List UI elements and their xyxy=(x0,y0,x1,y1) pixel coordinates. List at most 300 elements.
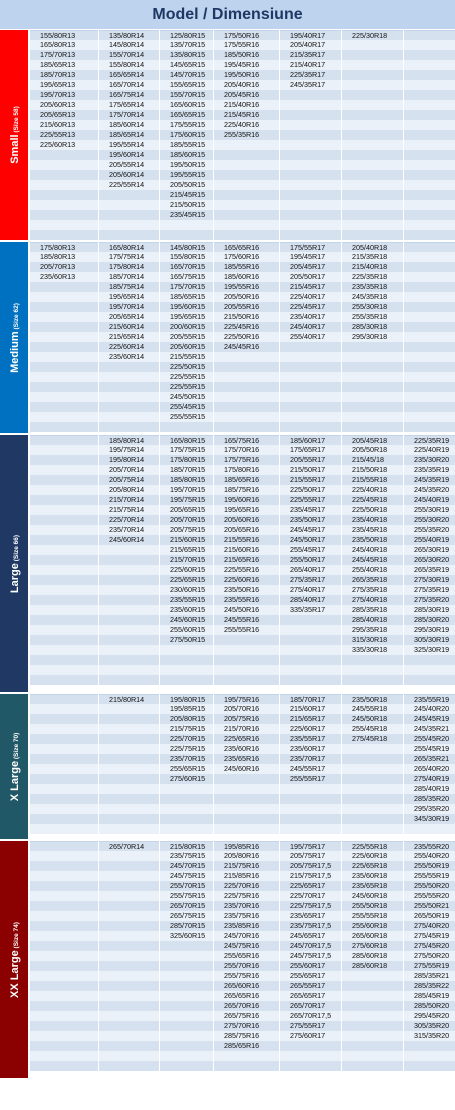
tire-size-cell: 175/70R13 xyxy=(40,50,76,59)
tire-size-cell: 255/50R17 xyxy=(290,555,326,564)
tire-size-cell: 205/40R18 xyxy=(352,243,388,252)
tire-size-cell: 275/40R17 xyxy=(290,585,326,594)
tire-size-cell: 255/60R15 xyxy=(170,625,206,634)
column-divider xyxy=(279,30,280,240)
tire-size-cell: 215/65R14 xyxy=(109,332,145,341)
column-divider xyxy=(213,242,214,433)
tire-size-cell: 215/75R16 xyxy=(224,861,260,870)
tire-size-cell: 215/45R16 xyxy=(224,110,260,119)
tire-size-cell: 205/60R13 xyxy=(40,100,76,109)
tire-size-cell: 235/40R18 xyxy=(352,515,388,524)
tire-size-cell: 255/30R19 xyxy=(414,505,450,514)
table-row xyxy=(30,1051,455,1061)
tire-size-cell: 325/60R15 xyxy=(170,931,206,940)
tire-size-cell: 335/35R17 xyxy=(290,605,326,614)
tire-size-cell: 195/75R17 xyxy=(290,842,326,851)
tire-size-cell: 175/65R17 xyxy=(290,445,326,454)
column-divider xyxy=(213,694,214,839)
tire-size-cell: 275/45R19 xyxy=(414,931,450,940)
tire-size-cell: 225/70R17 xyxy=(290,891,326,900)
table-row xyxy=(30,332,455,342)
tire-size-cell: 195/85R15 xyxy=(170,704,206,713)
tire-size-cell: 225/55R14 xyxy=(109,180,145,189)
tire-size-cell: 275/55R19 xyxy=(414,961,450,970)
tire-size-cell: 225/30R18 xyxy=(352,31,388,40)
tire-size-cell: 255/75R16 xyxy=(224,971,260,980)
table-row xyxy=(30,784,455,794)
table-row xyxy=(30,804,455,814)
table-row xyxy=(30,921,455,931)
tire-size-cell: 235/65R18 xyxy=(352,881,388,890)
tire-size-cell: 245/70R17,5 xyxy=(290,941,332,950)
tire-size-cell: 205/75R17 xyxy=(290,851,326,860)
section-name: Large xyxy=(9,562,21,593)
table-row xyxy=(30,824,455,834)
section-size: (Size 66) xyxy=(13,534,20,563)
tire-size-cell: 235/55R16 xyxy=(224,595,260,604)
tire-size-cell: 225/35R17 xyxy=(290,70,326,79)
tire-size-cell: 245/75R15 xyxy=(170,871,206,880)
tire-size-cell: 165/65R14 xyxy=(109,70,145,79)
tire-size-cell: 245/60R16 xyxy=(224,764,260,773)
tire-size-cell: 225/40R19 xyxy=(414,445,450,454)
tire-size-cell: 225/40R17 xyxy=(290,292,326,301)
tire-size-cell: 235/60R17 xyxy=(290,744,326,753)
tire-size-cell: 245/45R19 xyxy=(414,714,450,723)
tire-size-cell: 205/80R14 xyxy=(109,485,145,494)
tire-size-cell: 245/60R14 xyxy=(109,535,145,544)
tire-size-cell: 215/85R16 xyxy=(224,871,260,880)
tire-size-cell: 275/35R18 xyxy=(352,585,388,594)
tire-size-cell: 245/55R16 xyxy=(224,615,260,624)
tire-size-cell: 245/55R17 xyxy=(290,764,326,773)
table-row xyxy=(30,555,455,565)
tire-size-cell: 255/75R15 xyxy=(170,891,206,900)
tire-size-cell: 195/55R15 xyxy=(170,170,206,179)
tire-size-cell: 175/60R16 xyxy=(224,252,260,261)
table-row xyxy=(30,1041,455,1051)
tire-size-cell: 225/50R17 xyxy=(290,485,326,494)
tire-size-cell: 255/40R20 xyxy=(414,851,450,860)
tire-size-cell: 205/50R15 xyxy=(170,180,206,189)
tire-size-cell: 215/35R18 xyxy=(352,252,388,261)
tire-size-cell: 175/80R15 xyxy=(170,455,206,464)
section-name: Medium xyxy=(9,330,21,373)
tire-size-cell: 175/80R16 xyxy=(224,465,260,474)
tire-size-cell: 255/65R16 xyxy=(224,951,260,960)
tire-size-cell: 215/50R17 xyxy=(290,465,326,474)
tire-size-cell: 275/50R20 xyxy=(414,951,450,960)
tire-size-cell: 215/80R14 xyxy=(109,695,145,704)
tire-size-cell: 165/60R15 xyxy=(170,100,206,109)
tire-size-cell: 245/35R19 xyxy=(414,475,450,484)
tire-size-cell: 195/65R16 xyxy=(224,505,260,514)
tire-size-cell: 195/55R14 xyxy=(109,140,145,149)
tire-size-cell: 285/40R18 xyxy=(352,615,388,624)
section-name: Small xyxy=(9,134,21,164)
tire-size-cell: 195/60R16 xyxy=(224,495,260,504)
tire-size-cell: 205/45R16 xyxy=(224,90,260,99)
column-divider xyxy=(159,435,160,692)
tire-size-cell: 215/40R17 xyxy=(290,60,326,69)
tire-size-cell: 305/30R19 xyxy=(414,635,450,644)
tire-size-cell: 175/80R14 xyxy=(109,262,145,271)
tire-size-cell: 245/40R20 xyxy=(414,704,450,713)
table-row xyxy=(30,80,455,90)
tire-size-cell: 285/60R18 xyxy=(352,961,388,970)
tire-size-cell: 185/55R15 xyxy=(170,140,206,149)
table-row xyxy=(30,675,455,685)
tire-size-cell: 235/60R13 xyxy=(40,272,76,281)
tire-size-cell: 245/35R17 xyxy=(290,80,326,89)
tire-size-cell: 205/40R17 xyxy=(290,40,326,49)
table-row xyxy=(30,272,455,282)
tire-size-cell: 265/30R19 xyxy=(414,545,450,554)
tire-size-cell: 215/45R17 xyxy=(290,282,326,291)
column-divider xyxy=(403,30,404,240)
tire-size-cell: 205/65R15 xyxy=(170,505,206,514)
tire-size-cell: 185/80R13 xyxy=(40,252,76,261)
column-divider xyxy=(403,435,404,692)
tire-size-cell: 225/35R18 xyxy=(352,272,388,281)
tire-size-cell: 235/70R17 xyxy=(290,754,326,763)
tire-size-cell: 275/40R19 xyxy=(414,774,450,783)
table-row xyxy=(30,635,455,645)
table-row xyxy=(30,392,455,402)
table-row xyxy=(30,665,455,675)
tire-size-cell: 235/55R19 xyxy=(414,695,450,704)
tire-size-cell: 205/60R16 xyxy=(224,515,260,524)
table-row xyxy=(30,455,455,465)
table-row xyxy=(30,130,455,140)
tire-size-cell: 205/40R16 xyxy=(224,80,260,89)
tire-size-cell: 175/75R15 xyxy=(170,445,206,454)
table-row xyxy=(30,200,455,210)
table-row xyxy=(30,342,455,352)
tire-size-cell: 275/60R15 xyxy=(170,774,206,783)
tire-size-cell: 205/50R18 xyxy=(352,445,388,454)
tire-size-cell: 225/70R14 xyxy=(109,515,145,524)
table-row xyxy=(30,881,455,891)
tire-size-cell: 195/70R15 xyxy=(170,485,206,494)
tire-size-cell: 195/50R16 xyxy=(224,70,260,79)
section-label-bar xyxy=(0,841,28,1078)
tire-size-cell: 235/60R18 xyxy=(352,871,388,880)
tire-size-cell: 275/60R17 xyxy=(290,1031,326,1040)
table-row xyxy=(30,525,455,535)
tire-size-cell: 235/70R16 xyxy=(224,901,260,910)
table-row xyxy=(30,302,455,312)
tire-size-cell: 235/45R15 xyxy=(170,210,206,219)
tire-size-cell: 215/40R16 xyxy=(224,100,260,109)
table-row xyxy=(30,734,455,744)
tire-size-cell: 175/50R16 xyxy=(224,31,260,40)
tire-size-cell: 155/65R15 xyxy=(170,80,206,89)
table-row xyxy=(30,190,455,200)
tire-size-cell: 235/50R18 xyxy=(352,535,388,544)
tire-size-cell: 225/45R16 xyxy=(224,322,260,331)
tire-size-cell: 265/30R20 xyxy=(414,555,450,564)
tire-size-cell: 165/80R15 xyxy=(170,436,206,445)
tire-size-cell: 175/70R16 xyxy=(224,445,260,454)
tire-size-cell: 255/70R16 xyxy=(224,961,260,970)
tire-size-cell: 295/35R18 xyxy=(352,625,388,634)
tire-size-cell: 255/55R16 xyxy=(224,625,260,634)
tire-size-cell: 225/40R18 xyxy=(352,485,388,494)
tire-size-cell: 225/70R16 xyxy=(224,881,260,890)
tire-size-cell: 185/60R14 xyxy=(109,120,145,129)
tire-size-cell: 255/60R17 xyxy=(290,961,326,970)
tire-size-cell: 215/70R14 xyxy=(109,495,145,504)
table-row xyxy=(30,991,455,1001)
tire-size-cell: 255/45R20 xyxy=(414,734,450,743)
table-row xyxy=(30,744,455,754)
table-row xyxy=(30,352,455,362)
tire-size-cell: 255/45R18 xyxy=(352,724,388,733)
tire-size-cell: 205/80R15 xyxy=(170,714,206,723)
tire-size-cell: 265/60R16 xyxy=(224,981,260,990)
tire-size-cell: 235/50R18 xyxy=(352,695,388,704)
tire-size-cell: 155/80R13 xyxy=(40,31,76,40)
tire-size-cell: 255/55R20 xyxy=(414,891,450,900)
column-divider xyxy=(341,435,342,692)
tire-size-cell: 215/40R18 xyxy=(352,262,388,271)
table-row xyxy=(30,931,455,941)
table-row xyxy=(30,871,455,881)
tire-size-cell: 125/80R15 xyxy=(170,31,206,40)
tire-size-cell: 185/60R17 xyxy=(290,436,326,445)
tire-size-cell: 255/70R15 xyxy=(170,881,206,890)
tire-size-cell: 185/80R15 xyxy=(170,475,206,484)
tire-size-cell: 235/60R16 xyxy=(224,744,260,753)
tire-size-cell: 185/65R13 xyxy=(40,60,76,69)
tire-size-cell: 325/30R19 xyxy=(414,645,450,654)
tire-size-cell: 205/60R15 xyxy=(170,342,206,351)
tire-size-cell: 285/50R20 xyxy=(414,1001,450,1010)
tire-size-cell: 235/50R16 xyxy=(224,585,260,594)
tire-size-cell: 255/50R21 xyxy=(414,901,450,910)
tire-size-cell: 255/50R19 xyxy=(414,861,450,870)
tire-size-cell: 195/75R15 xyxy=(170,495,206,504)
tire-size-cell: 285/40R17 xyxy=(290,595,326,604)
tire-size-cell: 205/75R15 xyxy=(170,525,206,534)
table-row xyxy=(30,372,455,382)
tire-size-cell: 175/55R15 xyxy=(170,120,206,129)
table-row xyxy=(30,841,455,851)
table-row xyxy=(30,565,455,575)
tire-size-cell: 185/70R17 xyxy=(290,695,326,704)
tire-size-cell: 295/30R19 xyxy=(414,625,450,634)
table-row xyxy=(30,170,455,180)
tire-size-cell: 215/75R17,5 xyxy=(290,871,332,880)
tire-size-cell: 225/65R17 xyxy=(290,881,326,890)
tire-size-cell: 275/50R15 xyxy=(170,635,206,644)
tire-size-cell: 155/80R15 xyxy=(170,252,206,261)
table-row xyxy=(30,252,455,262)
tire-size-cell: 165/70R15 xyxy=(170,262,206,271)
tire-size-cell: 175/65R14 xyxy=(109,100,145,109)
table-row xyxy=(30,292,455,302)
tire-size-cell: 205/70R13 xyxy=(40,262,76,271)
tire-size-cell: 265/75R15 xyxy=(170,911,206,920)
tire-size-cell: 215/50R18 xyxy=(352,465,388,474)
section-size: (Size 58) xyxy=(13,106,20,135)
table-row xyxy=(30,655,455,665)
column-divider xyxy=(279,242,280,433)
tire-size-cell: 165/65R16 xyxy=(224,243,260,252)
tire-size-cell: 255/40R19 xyxy=(414,535,450,544)
tire-size-cell: 135/80R14 xyxy=(109,31,145,40)
tire-size-cell: 205/75R17,5 xyxy=(290,861,332,870)
table-row xyxy=(30,402,455,412)
tire-size-cell: 305/35R20 xyxy=(414,1021,450,1030)
table-row xyxy=(30,262,455,272)
tire-size-cell: 155/70R14 xyxy=(109,50,145,59)
table-row xyxy=(30,60,455,70)
tire-size-cell: 175/60R15 xyxy=(170,130,206,139)
tire-size-cell: 275/45R18 xyxy=(352,734,388,743)
tire-size-cell: 285/30R19 xyxy=(414,605,450,614)
column-divider xyxy=(213,30,214,240)
tire-size-cell: 245/40R17 xyxy=(290,322,326,331)
tire-size-cell: 235/75R15 xyxy=(170,851,206,860)
tire-size-cell: 185/50R16 xyxy=(224,50,260,59)
tire-size-cell: 145/65R15 xyxy=(170,60,206,69)
section-large xyxy=(0,435,455,692)
table-title: Model / Dimensiune xyxy=(152,5,303,23)
tire-size-cell: 225/50R15 xyxy=(170,362,206,371)
tire-size-cell: 245/70R15 xyxy=(170,861,206,870)
tire-size-cell: 205/60R14 xyxy=(109,170,145,179)
tire-size-cell: 195/50R15 xyxy=(170,160,206,169)
tire-size-cell: 255/35R18 xyxy=(352,312,388,321)
table-row xyxy=(30,941,455,951)
tire-size-cell: 245/35R18 xyxy=(352,292,388,301)
tire-size-cell: 215/60R17 xyxy=(290,704,326,713)
table-row xyxy=(30,445,455,455)
tire-size-cell: 265/75R16 xyxy=(224,1011,260,1020)
tire-size-cell: 255/65R15 xyxy=(170,764,206,773)
tire-size-cell: 225/60R14 xyxy=(109,342,145,351)
tire-size-cell: 185/60R16 xyxy=(224,272,260,281)
tire-size-cell: 265/70R14 xyxy=(109,842,145,851)
table-row xyxy=(30,774,455,784)
tire-size-cell: 275/40R20 xyxy=(414,921,450,930)
tire-size-cell: 175/55R17 xyxy=(290,243,326,252)
tire-size-cell: 235/45R17 xyxy=(290,505,326,514)
tire-size-cell: 255/35R20 xyxy=(414,525,450,534)
tire-size-cell: 225/60R16 xyxy=(224,575,260,584)
tire-size-cell: 225/60R17 xyxy=(290,724,326,733)
table-row xyxy=(30,981,455,991)
tire-size-cell: 145/80R15 xyxy=(170,243,206,252)
tire-size-cell: 195/75R16 xyxy=(224,695,260,704)
column-divider xyxy=(279,435,280,692)
tire-size-cell: 205/75R14 xyxy=(109,475,145,484)
tire-size-cell: 225/45R18 xyxy=(352,495,388,504)
tire-size-cell: 175/80R13 xyxy=(40,243,76,252)
tire-size-cell: 215/50R15 xyxy=(170,200,206,209)
column-divider xyxy=(98,694,99,839)
tire-size-cell: 235/35R18 xyxy=(352,282,388,291)
tire-size-cell: 215/70R16 xyxy=(224,724,260,733)
table-row xyxy=(30,911,455,921)
tire-size-cell: 285/75R16 xyxy=(224,1031,260,1040)
table-row xyxy=(30,140,455,150)
tire-size-cell: 225/55R15 xyxy=(170,372,206,381)
size-grid xyxy=(30,242,455,433)
tire-size-cell: 345/30R19 xyxy=(414,814,450,823)
tire-size-cell: 265/65R17 xyxy=(290,991,326,1000)
tire-size-cell: 155/80R14 xyxy=(109,60,145,69)
table-row xyxy=(30,595,455,605)
table-row xyxy=(30,40,455,50)
tire-size-cell: 285/60R18 xyxy=(352,951,388,960)
table-row xyxy=(30,814,455,824)
tire-size-cell: 215/60R15 xyxy=(170,535,206,544)
tire-size-cell: 195/55R16 xyxy=(224,282,260,291)
tire-size-cell: 245/60R18 xyxy=(352,891,388,900)
table-row xyxy=(30,362,455,372)
tire-size-cell: 205/70R15 xyxy=(170,515,206,524)
table-row xyxy=(30,120,455,130)
tire-size-cell: 155/70R15 xyxy=(170,90,206,99)
tire-size-cell: 275/60R18 xyxy=(352,941,388,950)
tire-size-cell: 275/35R17 xyxy=(290,575,326,584)
tire-size-cell: 165/70R14 xyxy=(109,80,145,89)
tire-size-cell: 255/55R19 xyxy=(414,871,450,880)
section-name: XX Large xyxy=(9,949,21,998)
table-row xyxy=(30,465,455,475)
tire-size-cell: 165/80R14 xyxy=(109,243,145,252)
tire-size-cell: 195/80R15 xyxy=(170,695,206,704)
tire-size-cell: 165/65R15 xyxy=(170,110,206,119)
table-row xyxy=(30,615,455,625)
column-divider xyxy=(279,841,280,1078)
tire-size-cell: 195/65R15 xyxy=(170,312,206,321)
tire-size-cell: 215/60R14 xyxy=(109,322,145,331)
table-row xyxy=(30,645,455,655)
table-row xyxy=(30,230,455,240)
tire-size-cell: 205/70R16 xyxy=(224,704,260,713)
tire-size-cell: 185/70R14 xyxy=(109,272,145,281)
tire-size-cell: 235/55R20 xyxy=(414,842,450,851)
tire-size-cell: 285/70R15 xyxy=(170,921,206,930)
tire-size-cell: 205/50R16 xyxy=(224,292,260,301)
tire-size-cell: 225/70R15 xyxy=(170,734,206,743)
tire-size-cell: 135/80R15 xyxy=(170,50,206,59)
tire-size-cell: 255/50R20 xyxy=(414,881,450,890)
table-row xyxy=(30,412,455,422)
table-row xyxy=(30,180,455,190)
column-divider xyxy=(213,435,214,692)
tire-size-cell: 165/80R13 xyxy=(40,40,76,49)
tire-size-cell: 245/50R17 xyxy=(290,535,326,544)
column-divider xyxy=(213,841,214,1078)
tire-size-cell: 265/70R17 xyxy=(290,1001,326,1010)
table-row xyxy=(30,322,455,332)
tire-size-cell: 200/60R15 xyxy=(170,322,206,331)
tire-size-cell: 245/35R21 xyxy=(414,724,450,733)
size-grid xyxy=(30,841,455,1078)
tire-size-cell: 195/60R15 xyxy=(170,302,206,311)
tire-size-cell: 225/55R13 xyxy=(40,130,76,139)
tire-size-cell: 235/30R20 xyxy=(414,455,450,464)
tire-size-cell: 175/75R14 xyxy=(109,252,145,261)
tire-size-cell: 195/45R17 xyxy=(290,252,326,261)
table-row xyxy=(30,150,455,160)
table-row xyxy=(30,110,455,120)
